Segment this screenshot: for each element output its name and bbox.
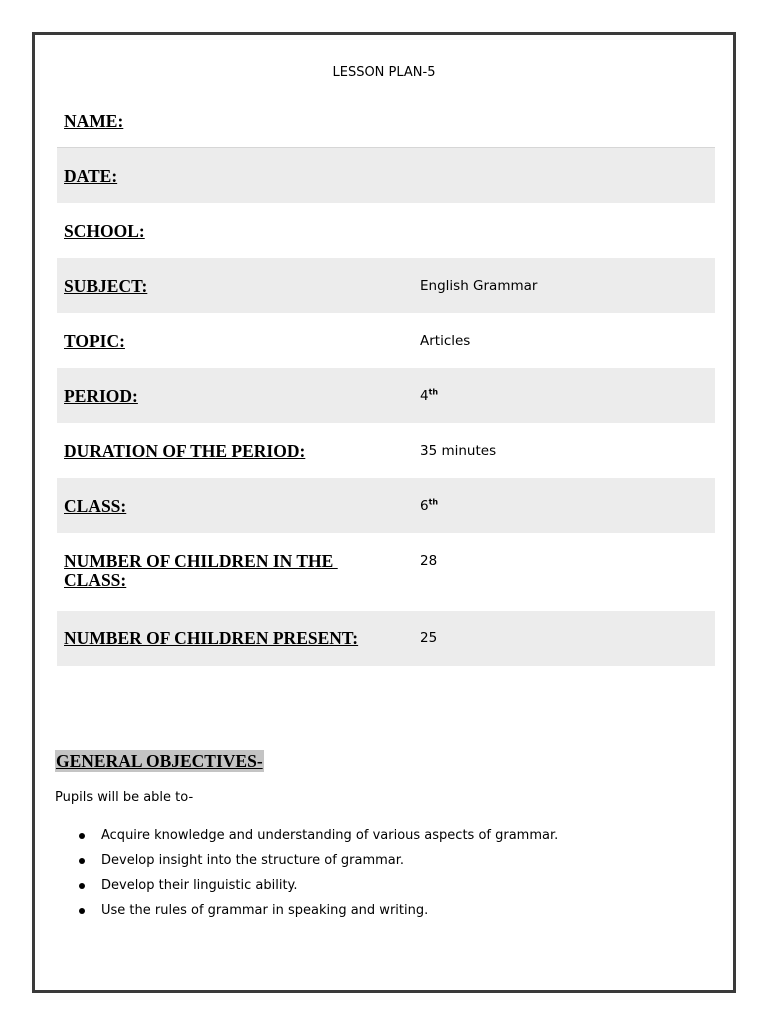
objective-text: Develop insight into the structure of grammar. (101, 853, 405, 868)
label-duration: DURATION OF THE PERIOD: (64, 441, 306, 461)
label-name: NAME: (64, 111, 124, 131)
row-name (57, 92, 715, 148)
objective-text: Use the rules of grammar in speaking and writing. (101, 903, 429, 918)
bullet-icon (79, 858, 85, 864)
row-date (57, 148, 715, 203)
list-item (75, 848, 558, 873)
label-children-count-line2: CLASS: (64, 570, 127, 590)
label-date: DATE: (64, 166, 118, 186)
document-title: LESSON PLAN-5 (332, 65, 436, 80)
label-children-present: NUMBER OF CHILDREN PRESENT: (64, 628, 359, 648)
value-subject: English Grammar (420, 278, 538, 294)
value-duration: 35 minutes (420, 443, 497, 459)
list-item (75, 873, 558, 898)
label-period: PERIOD: (64, 386, 138, 406)
bullet-icon (79, 908, 85, 914)
bullet-icon (79, 833, 85, 839)
label-subject: SUBJECT: (64, 276, 148, 296)
label-class: CLASS: (64, 496, 127, 516)
value-children-count: 28 (420, 553, 438, 569)
row-children-count (57, 533, 715, 611)
row-school (57, 203, 715, 258)
row-subject (57, 258, 715, 313)
row-class (57, 478, 715, 533)
value-children-present: 25 (420, 630, 438, 646)
row-duration (57, 423, 715, 478)
value-topic: Articles (420, 333, 471, 349)
label-children-count-line1: NUMBER OF CHILDREN IN THE (64, 551, 338, 571)
objectives-intro: Pupils will be able to- (55, 790, 194, 805)
row-topic (57, 313, 715, 368)
objectives-list (75, 823, 558, 923)
class-number: 6 (420, 498, 429, 514)
list-item (75, 898, 558, 923)
label-topic: TOPIC: (64, 331, 125, 351)
document-page (32, 32, 736, 993)
period-suffix: th (428, 387, 439, 397)
lesson-info-table (57, 92, 715, 666)
objective-text: Develop their linguistic ability. (101, 878, 298, 893)
class-suffix: th (428, 497, 439, 507)
row-children-present (57, 611, 715, 666)
value-class (413, 497, 715, 516)
value-period (413, 387, 715, 406)
period-number: 4 (420, 388, 429, 404)
list-item (75, 823, 558, 848)
general-objectives-heading: GENERAL OBJECTIVES- (56, 751, 263, 771)
row-period (57, 368, 715, 423)
objective-text: Acquire knowledge and understanding of various aspects of grammar. (101, 828, 559, 843)
label-school: SCHOOL: (64, 221, 145, 241)
bullet-icon (79, 883, 85, 889)
label-children-count (57, 552, 413, 590)
